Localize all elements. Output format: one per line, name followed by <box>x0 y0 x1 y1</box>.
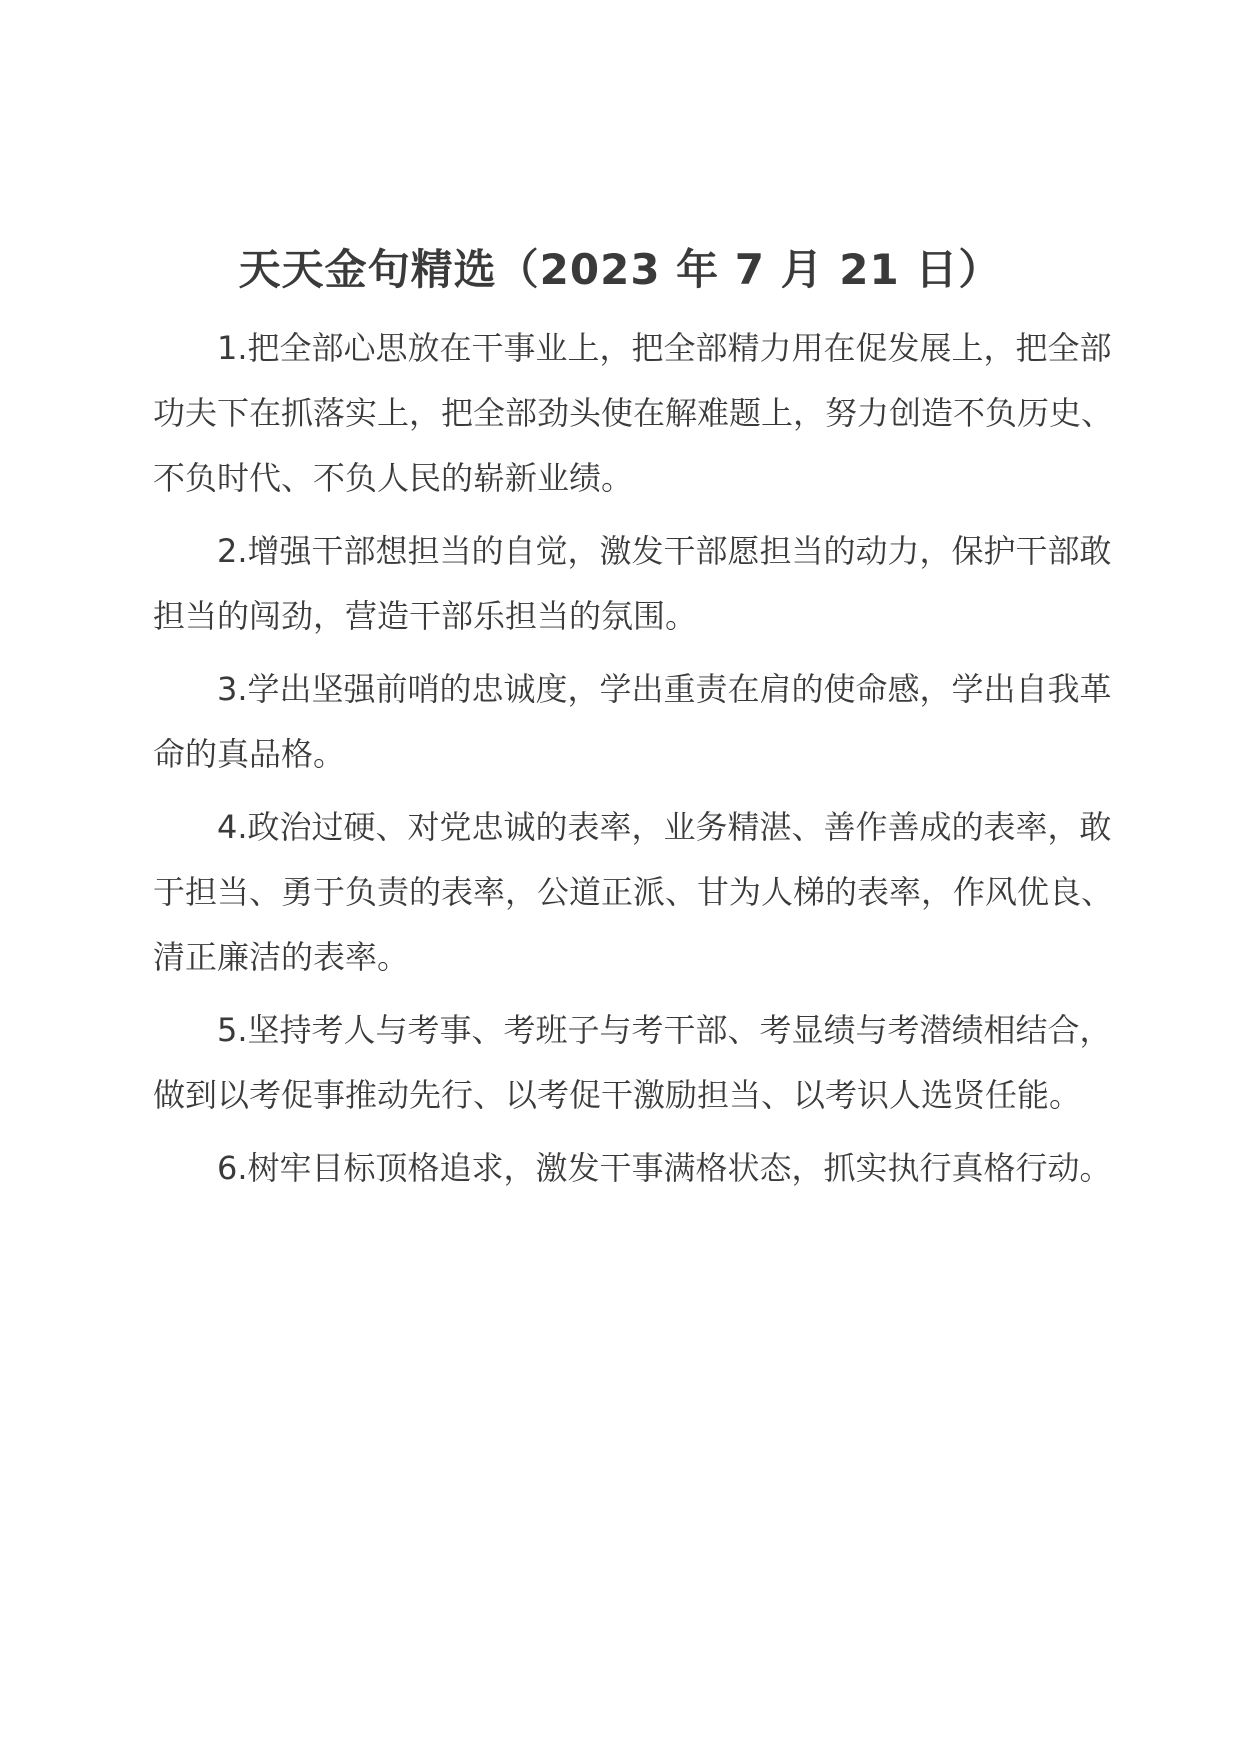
quote-paragraph-5: 5.坚持考人与考事、考班子与考干部、考显绩与考潜绩相结合，做到以考促事推动先行、以考促干激励担当、以考识人选贤任能。 <box>153 1011 1112 1114</box>
quote-paragraph-6: 6.树牢目标顶格追求，激发干事满格状态，抓实执行真格行动。 <box>217 1149 1112 1187</box>
quote-paragraph-3: 3.学出坚强前哨的忠诚度，学出重责在肩的使命感，学出自我革命的真品格。 <box>153 670 1112 773</box>
quote-paragraph-2: 2.增强干部想担当的自觉，激发干部愿担当的动力，保护干部敢担当的闯劲，营造干部乐担当的氛围。 <box>153 532 1112 635</box>
quote-paragraph-4: 4.政治过硬、对党忠诚的表率，业务精湛、善作善成的表率，敢于担当、勇于负责的表率，公道正派、甘为人梯的表率，作风优良、清正廉洁的表率。 <box>153 808 1114 976</box>
document-title: 天天金句精选（2023 年 7 月 21 日） <box>238 245 1002 294</box>
document-body <box>153 316 1113 1209</box>
quote-paragraph-1: 1.把全部心思放在干事业上，把全部精力用在促发展上，把全部功夫下在抓落实上，把全部劲头使在解难题上，努力创造不负历史、不负时代、不负人民的崭新业绩。 <box>153 329 1114 497</box>
